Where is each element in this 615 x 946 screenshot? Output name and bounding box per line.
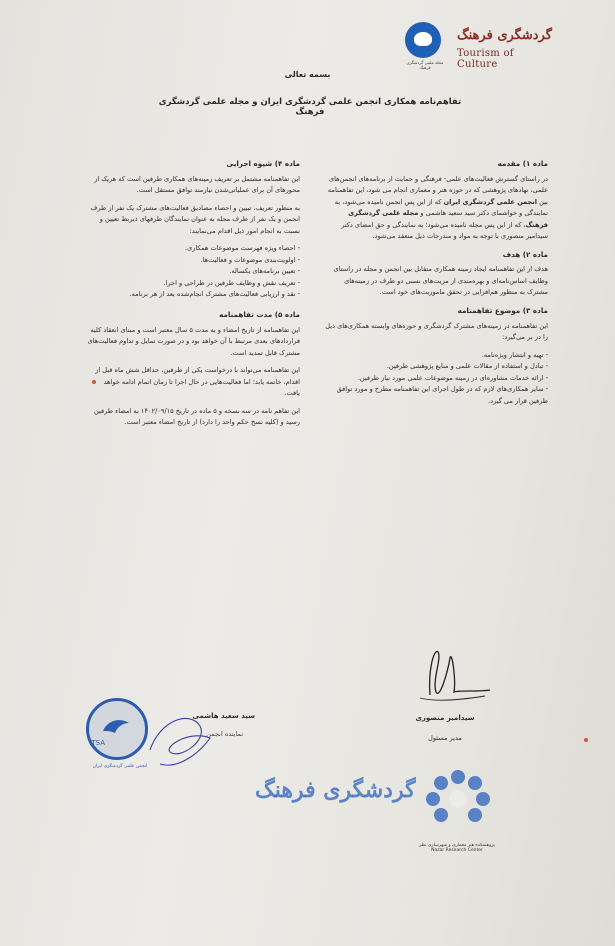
article4-item: - تعیین برنامه‌های یکساله. — [229, 267, 300, 276]
basmala: بسمه تعالی — [284, 70, 331, 79]
article3-item: - ارائه خدمات مشاوره‌ای در زمینه موضوعات علمی مورد نیاز طرفین. — [357, 373, 548, 382]
nazar-flower-logo-icon — [413, 765, 503, 845]
logo-en-text: Tourism of Culture — [457, 48, 514, 70]
signature-block-right — [390, 640, 500, 750]
association-seal-caption: انجمن علمی گردشگری ایران — [92, 764, 148, 769]
article3-item: - سایر همکاری‌های لازم که در طول اجرای این تفاهمنامه مطرح و مورد توافق طرفین قرار می گیرد. — [336, 385, 548, 405]
signatory-right-title: مدیر مسئول — [428, 734, 462, 742]
signature-block-left — [80, 690, 255, 800]
association-name: انجمن علمی گردشگری ایران — [443, 197, 538, 206]
article4-intro: این تفاهمنامه مشتمل بر تعریف زمینه‌های همکاری طرفین است که هریک از محورهای آن برای عملیاتی‌شدن نیازمند توافق مستقل است. — [94, 174, 300, 195]
article5-heading: ماده ۵) مدت تفاهمنامه — [219, 309, 300, 319]
article5-para2: این تفاهمنامه می‌تواند با درخواست یکی از طرفین، حداقل شش ماه قبل از اقدام، خاتمه یابد؛ اما فعالیت‌هایی در حال اجرا تا زمان اتمام ادامه خواهد یافت. — [95, 366, 300, 398]
logo-fa-text: گردشگری فرهنگ — [457, 28, 552, 43]
signature-scribble-left-icon — [80, 690, 255, 800]
article4-item: - تعریف نقش و وظایف طرفین در طراحی و اجرا. — [163, 278, 300, 287]
article4-item: - احصاء ویژه فهرست موضوعات همکاری. — [184, 244, 300, 253]
article4-item: - اولویت‌بندی موضوعات و فعالیت‌ها. — [200, 255, 300, 264]
ink-mark — [92, 380, 96, 384]
svg-text:ITSA: ITSA — [89, 739, 105, 747]
document-title: تفاهم‌نامه همکاری انجمن علمی گردشگری ایران و مجله علمی گردشگری فرهنگ — [158, 97, 462, 117]
article2-text: هدف از این تفاهمنامه ایجاد زمینه همکاری متقابل بین انجمن و مجله در راستای وظایف اساس‌نامه‌ای و بهره‌مندی از مزیت‌های نسبی دو طرف در زمینه‌های مشترک به منظور هم‌افزایی در تحقق ماموریت‌های خود است. — [333, 265, 548, 297]
research-caption-fa: پژوهشکده هنر معماری و شهرسازی نظر — [419, 843, 495, 848]
article2-heading: ماده ۲) هدف — [502, 249, 548, 259]
research-caption-en: Nazar Research Center — [431, 848, 483, 853]
journal-stamp — [255, 765, 505, 865]
article4-item: - نقد و ارزیابی فعالیت‌های مشترک انجام‌شده بعد از هر برنامه. — [129, 290, 300, 299]
article3-item: - تهیه و انتشار ویژه‌نامه. — [481, 350, 548, 359]
article1-text — [322, 174, 548, 243]
article1-text-b: که از این پس انجمن نامیده می‌شود، به نمایندگی و خواشمای دکتر سید سعید هاشمی و — [334, 197, 548, 218]
left-column — [86, 158, 300, 435]
right-column — [322, 158, 548, 407]
article1-heading: ماده ۱) مقدمه — [497, 159, 548, 168]
article1-text-a: در راستای گسترش فعالیت‌های علمی- فرهنگی و حمایت از برنامه‌های انجمن‌های علمی، نهادهای پژوهشی که در حوزه هنر و معماری انجام می شود، این تفاهمنامه بین — [327, 174, 548, 206]
article4-heading: ماده ۴) شیوه اجرایی — [226, 159, 300, 168]
signatory-right-name: سیدامیر منصوری — [415, 714, 475, 722]
article5-para3: این تفاهم نامه در سه نسخه و ۵ ماده در تاریخ ۱۴۰۲/۰۹/۱۵ به امضاء طرفین رسید و (کلیه نسخ حکم واحد را دارد) از تاریخ امضاء معتبر است. — [94, 406, 300, 427]
journal-stamp-text: گردشگری فرهنگ — [255, 777, 416, 803]
header-logo — [405, 20, 555, 70]
research-center-caption — [417, 843, 497, 853]
bird-logo-icon — [405, 22, 441, 58]
article3-item: - تبادل و استفاده از مقالات علمی و منابع پژوهشی طرفین. — [386, 362, 548, 371]
signature-scribble-icon — [390, 640, 500, 710]
journal-name: مجله علمی گردشگری فرهنگ — [348, 209, 548, 229]
logo-caption: مجله علمی گردشگری فرهنگ — [406, 60, 444, 70]
article1-text-c: ، که از این پس مجله نامیده می‌شود؛ به نمایندگی و حق امضای دکتر سیدامیر منصوری با توجه به مواد و مندرجات ذیل منعقد می‌شود. — [341, 220, 548, 241]
signatory-left-title: نماینده انجمن — [206, 730, 243, 738]
article5-para1: این تفاهمنامه از تاریخ امضاء و به مدت ۵ سال معتبر است و مبنای انعقاد کلیه قراردادهای بعدی مرتبط با آن خواهد بود و در صورت تمایل و تداوم فعالیت‌های مشترک قابل تمدید است. — [87, 325, 300, 357]
ink-mark — [584, 738, 588, 742]
article3-heading: ماده ۳) موضوع تفاهمنامه — [457, 305, 548, 315]
article3-intro: این تفاهمنامه در زمینه‌های مشترک گردشگری و حوزه‌های وابسته همکاری‌های ذیل را در بر می‌گیرد: — [325, 321, 548, 342]
article4-para2: به منظور تعریف، تبیین و احصاء مصادیق فعالیت‌های مشترک یک نفر از طرف انجمن و یک نفر از طرف مجله به عنوان نمایندگان طرفهای ذیربط تعیین و نسبت به انجام امور ذیل اقدام می‌نمایند: — [90, 203, 300, 235]
signatory-left-name: سید سعید هاشمی — [192, 712, 255, 720]
